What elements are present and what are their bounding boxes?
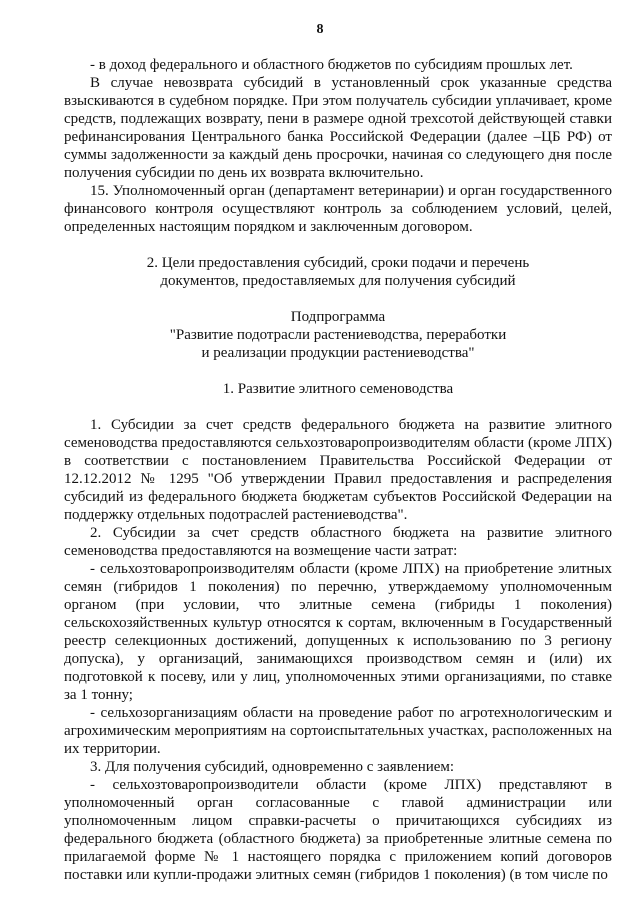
section-heading-line: 2. Цели предоставления субсидий, сроки подачи и перечень (146, 255, 530, 271)
paragraph: - в доход федерального и областного бюджетов по субсидиям прошлых лет. (90, 57, 573, 73)
subprogram-title-line: и реализации продукции растениеводства" (201, 345, 475, 361)
page-number: 8 (316, 22, 324, 37)
paragraph: 15. Уполномоченный орган (департамент ветеринарии) и орган государственного финансового контроля осуществляют контроль за соблюдением условий, целей, определенных настоящим порядком и заключенным договором. (64, 183, 612, 235)
paragraph: - сельхозтоваропроизводителям области (кроме ЛПХ) на приобретение элитных семян (гибридов 1 поколения) по перечню, утверждаемому уполномоченным органом (при условии, что элитные семена (гибриды 1 поколения) сельскохозяйственных культур относятся к сортам, включенным в Государственный реестр селекционных достижений, допущенных к использованию по 3 региону допуска), у организаций, занимающихся производством семян и (или) их подготовкой к посеву, или у лиц, уполномоченных этими организациями, по ставке за 1 тонну; (64, 561, 612, 703)
section-heading-line: документов, предоставляемых для получения субсидий (160, 273, 516, 289)
document-body (64, 56, 612, 884)
paragraph: 1. Субсидии за счет средств федерального бюджета на развитие элитного семеноводства предоставляются сельхозтоваропроизводителям области (кроме ЛПХ) в соответствии с постановлением Правительства Российской Федерации от 12.12.2012 № 1295 "Об утверждении Правил предоставления и распределения субсидий из федерального бюджета бюджетам субъектов Российской Федерации на поддержку отдельных подотраслей растениеводства". (64, 417, 612, 523)
subprogram-label: Подпрограмма (290, 309, 386, 325)
paragraph: В случае невозврата субсидий в установленный срок указанные средства взыскиваются в судебном порядке. При этом получатель субсидии уплачивает, кроме средств, подлежащих возврату, пени в размере одной трехсотой действующей ставки рефинансирования Центрального банка Российской Федерации (далее –ЦБ РФ) от суммы задолженности за каждый день просрочки, начиная со следующего дня после получения субсидии по день их возврата включительно. (64, 75, 612, 181)
subprogram-title-line: "Развитие подотрасли растениеводства, переработки (169, 327, 507, 343)
paragraph: - сельхозтоваропроизводители области (кроме ЛПХ) представляют в уполномоченный орган согласованные с главой администрации или уполномоченным лицом справки-расчеты о причитающихся субсидиях из федерального бюджета (областного бюджета) за приобретенные элитные семена по прилагаемой форме № 1 настоящего порядка с приложением копий договоров поставки или купли-продажи элитных семян (гибридов 1 поколения) (в том числе по (64, 777, 612, 883)
subsection-heading: 1. Развитие элитного семеноводства (222, 381, 454, 397)
paragraph: - сельхозорганизациям области на проведение работ по агротехнологическим и агрохимическим мероприятиям на сортоиспытательных участках, расположенных на их территории. (64, 705, 612, 757)
paragraph: 3. Для получения субсидий, одновременно с заявлением: (90, 759, 455, 775)
paragraph: 2. Субсидии за счет средств областного бюджета на развитие элитного семеноводства предоставляются на возмещение части затрат: (64, 525, 612, 559)
